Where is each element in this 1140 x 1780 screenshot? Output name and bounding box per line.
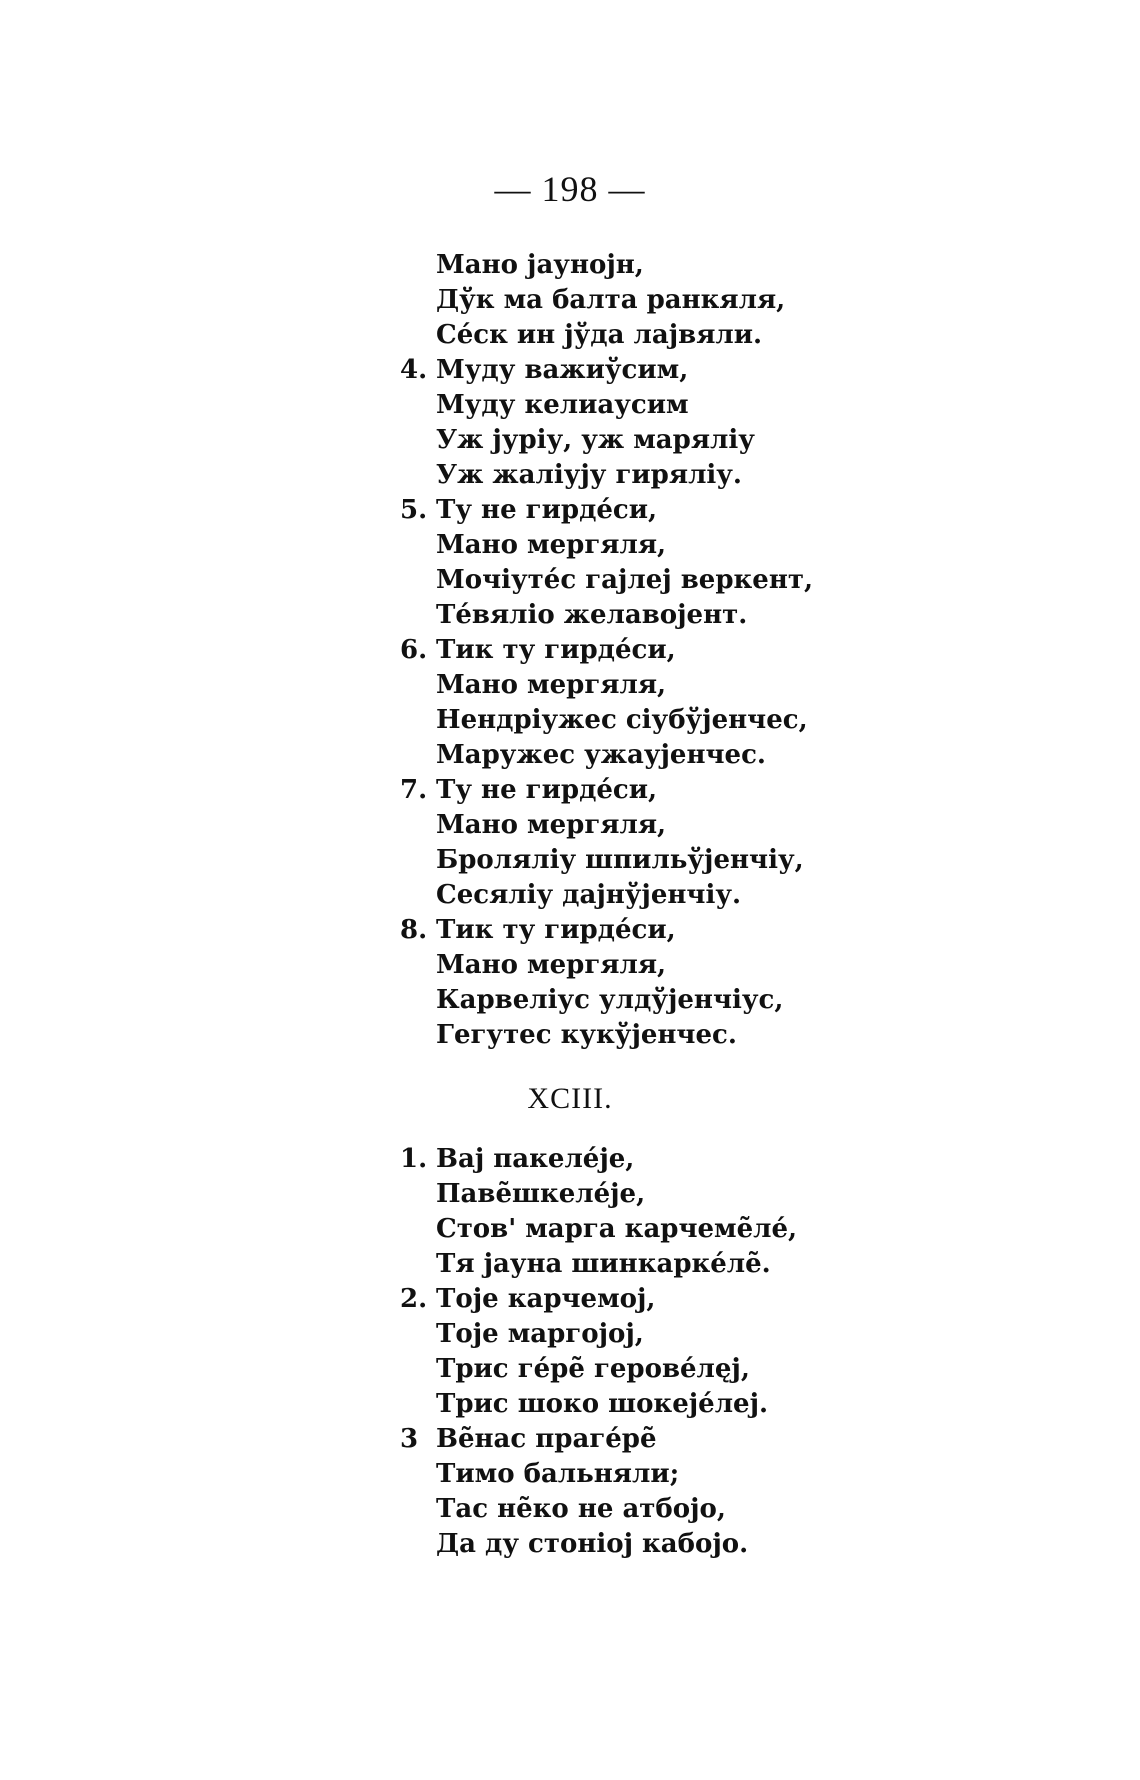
stanza-number: 4. bbox=[400, 355, 428, 385]
verse-text: Мано мергяля, bbox=[436, 530, 667, 560]
verse-line bbox=[400, 563, 1040, 598]
verse-line bbox=[400, 843, 1040, 878]
verse-text: Паве̃шкеле́је, bbox=[436, 1179, 646, 1209]
stanza-number: 5. bbox=[400, 495, 428, 525]
verse-text: Муду келиаусим bbox=[436, 390, 689, 420]
verse-line bbox=[400, 318, 1040, 353]
verse-text: Тя јауна шинкарке́ле̃. bbox=[436, 1249, 771, 1279]
verse-line bbox=[400, 668, 1040, 703]
verse-text: Да ду стонiој кабојо. bbox=[436, 1529, 749, 1559]
verse-text: Ту не гирде́си, bbox=[436, 775, 658, 805]
stanza-number: 7. bbox=[400, 775, 428, 805]
verse-text: Мочiуте́с гајлеј веркент, bbox=[436, 565, 814, 595]
verse-text: Карвелiус улдўјенчiус, bbox=[436, 985, 784, 1015]
verse-text: Тик ту гирде́си, bbox=[436, 915, 676, 945]
verse-text: Мано мергяля, bbox=[436, 950, 667, 980]
verse-text: Те́вялiо желавојент. bbox=[436, 600, 748, 630]
verse-text: Се́ск ин јўда лајвяли. bbox=[436, 320, 763, 350]
verse-text: Мано мергяля, bbox=[436, 670, 667, 700]
stanza-number: 8. bbox=[400, 915, 428, 945]
verse-text: Тоје карчемој, bbox=[436, 1284, 656, 1314]
verse-line bbox=[400, 703, 1040, 738]
verse-text: Уж жалiују гирялiу. bbox=[436, 460, 742, 490]
stanza-number: 6. bbox=[400, 635, 428, 665]
verse-text: Вај пакеле́је, bbox=[436, 1144, 635, 1174]
verse-line bbox=[400, 458, 1040, 493]
verse-line bbox=[400, 633, 1040, 668]
verse-line bbox=[400, 1177, 1040, 1212]
verse-line bbox=[400, 1422, 1040, 1457]
verse-line bbox=[400, 1282, 1040, 1317]
verse-line bbox=[400, 1352, 1040, 1387]
stanza-number: 2. bbox=[400, 1284, 428, 1314]
verse-text: Трис ге́ре̃ герове́лęј, bbox=[436, 1354, 750, 1384]
verse-text: Тимо бальняли; bbox=[436, 1459, 680, 1489]
verse-text: Маружес ужаујенчес. bbox=[436, 740, 766, 770]
verse-text: Ве̃нас праге́ре̃ bbox=[436, 1424, 657, 1454]
verse-line bbox=[400, 1527, 1040, 1562]
verse-text: Ту не гирде́си, bbox=[436, 495, 658, 525]
poem-xciii bbox=[400, 1142, 1040, 1562]
verse-line bbox=[400, 1457, 1040, 1492]
verse-text: Уж јурiу, уж марялiу bbox=[436, 425, 755, 455]
section-heading: XCIII. bbox=[527, 1082, 613, 1115]
verse-line bbox=[400, 1317, 1040, 1352]
verse-line bbox=[400, 248, 1040, 283]
verse-text: Тас не̃ко не атбојо, bbox=[436, 1494, 726, 1524]
stanza-number: 1. bbox=[400, 1144, 428, 1174]
verse-line bbox=[400, 528, 1040, 563]
verse-text: Тик ту гирде́си, bbox=[436, 635, 676, 665]
verse-line bbox=[400, 598, 1040, 633]
verse-line bbox=[400, 948, 1040, 983]
verse-line bbox=[400, 913, 1040, 948]
verse-line bbox=[400, 1247, 1040, 1282]
verse-text: Мано јаунојн, bbox=[436, 250, 644, 280]
verse-text: Муду важиўсим, bbox=[436, 355, 689, 385]
verse-text: Мано мергяля, bbox=[436, 810, 667, 840]
verse-line bbox=[400, 1018, 1040, 1053]
verse-line bbox=[400, 388, 1040, 423]
verse-line bbox=[400, 1212, 1040, 1247]
verse-line bbox=[400, 983, 1040, 1018]
verse-text: Нендрiужес сiубўјенчес, bbox=[436, 705, 808, 735]
stanza-number: 3 bbox=[400, 1424, 419, 1454]
verse-line bbox=[400, 738, 1040, 773]
poem-continued bbox=[400, 248, 1040, 1053]
verse-line bbox=[400, 1492, 1040, 1527]
verse-line bbox=[400, 283, 1040, 318]
verse-line bbox=[400, 808, 1040, 843]
verse-line bbox=[400, 1142, 1040, 1177]
verse-text: Трис шоко шокеје́леј. bbox=[436, 1389, 769, 1419]
page-number: — 198 — bbox=[494, 169, 646, 209]
verse-text: Сесялiу дајнўјенчiу. bbox=[436, 880, 742, 910]
verse-text: Дўк ма балта ранкяля, bbox=[436, 285, 786, 315]
verse-text: Гегутес кукўјенчес. bbox=[436, 1020, 737, 1050]
verse-text: Тоје маргојој, bbox=[436, 1319, 644, 1349]
verse-line bbox=[400, 1387, 1040, 1422]
verse-line bbox=[400, 353, 1040, 388]
verse-line bbox=[400, 493, 1040, 528]
verse-line bbox=[400, 878, 1040, 913]
verse-line bbox=[400, 773, 1040, 808]
verse-text: Стов' марга карчеме̃ле́, bbox=[436, 1214, 798, 1244]
verse-line bbox=[400, 423, 1040, 458]
verse-text: Бролялiу шпильўјенчiу, bbox=[436, 845, 804, 875]
